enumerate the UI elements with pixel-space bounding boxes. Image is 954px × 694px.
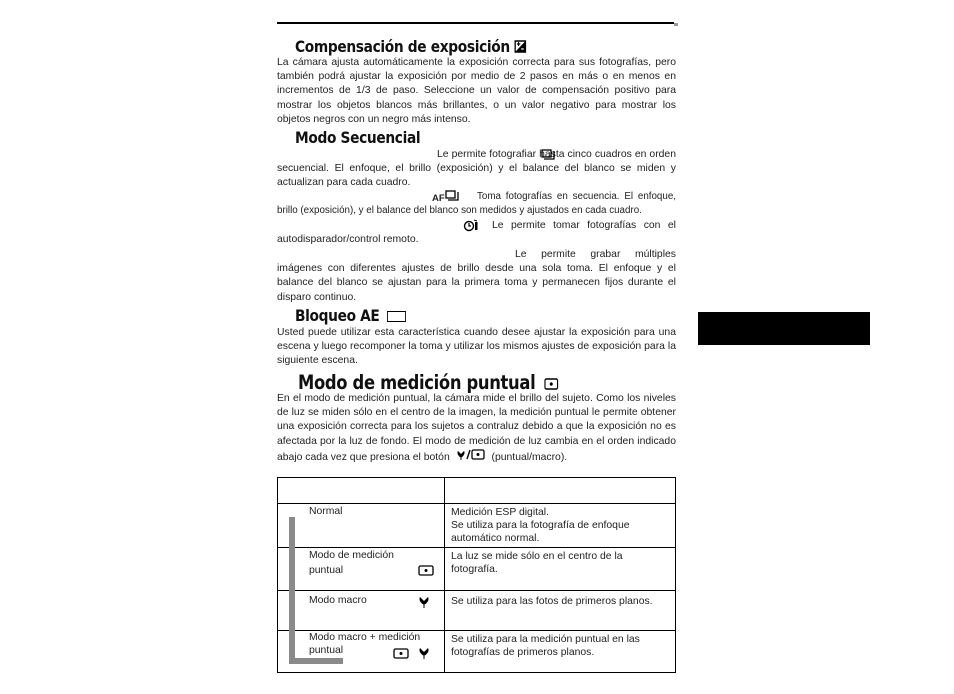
spot-title: Modo de medición puntual [298, 371, 558, 395]
sequential-title: Modo Secuencial [295, 128, 421, 147]
ae-lock-title: Bloqueo AE [295, 306, 406, 325]
exposure-title: Compensación de exposición [295, 37, 526, 57]
table-row [278, 591, 676, 631]
table-row [278, 548, 676, 591]
table-cell-desc: Se utiliza para la medición puntual en las fotografías de primeros planos. [445, 631, 676, 673]
macro-icon [418, 647, 430, 662]
table-cell-mode: Modo de medición puntual [278, 548, 445, 591]
spot-metering-icon [418, 565, 434, 579]
top-rule [277, 22, 674, 24]
table-cell-desc: Se utiliza para las fotos de primeros planos. [445, 591, 676, 631]
table-cell-desc: La luz se mide sólo en el centro de la fotografía. [445, 548, 676, 591]
af-label: AF [432, 193, 445, 204]
macro-icon [418, 596, 430, 611]
self-timer-remote-icon [463, 219, 479, 237]
ae-lock-icon [387, 311, 406, 322]
table-cell-mode: Modo macro [278, 591, 445, 631]
top-rule-shadow [674, 23, 678, 26]
sequential-p3: Le permite tomar fotografías con el autodisparador/control remoto. [277, 220, 676, 246]
table-header-row [278, 478, 676, 504]
table-row [278, 631, 676, 673]
sequential-p1: Le permite fotografiar hasta cinco cuadros en orden secuencial. El enfoque, el brillo (exposición) y el balance del blanco se miden y actualizan para cada cuadro. [277, 149, 676, 189]
spot-text: En el modo de medición puntual, la cámara mide el brillo del sujeto. Como los niveles de luz se miden sólo en el centro de la imagen, la medición puntual le permite obtener una exposición correcta para los sujetos a contraluz debido a que la exposición no es afectada por la luz de fondo. El modo de medición de luz cambia en el orden indicado abajo cada vez que presiona el botón (puntual/macro). [277, 392, 676, 465]
table-cell-mode: Modo macro + medición puntual [278, 631, 445, 673]
cycle-bracket-bottom [289, 658, 343, 664]
section-tab-marker [698, 312, 870, 345]
sequential-p2: AF Toma fotografías en secuencia. El enfoque, brillo (exposición), y el balance del blanco son medidos y ajustados en cada cuadro. [277, 191, 676, 217]
ae-lock-text: Usted puede utilizar esta característica cuando desee ajustar la exposición para una escena y luego recomponer la toma y utilizar los mismos ajustes de exposición para la siguiente escena. [277, 327, 676, 367]
sequential-icon [409, 149, 555, 166]
table-cell-mode: Normal [278, 504, 445, 548]
table-header-cell [445, 478, 676, 504]
metering-table [277, 477, 676, 673]
exposure-compensation-icon [514, 38, 526, 57]
table-cell-desc: Medición ESP digital. Se utiliza para la fotografía de enfoque automático normal. [445, 504, 676, 548]
table-header-cell [278, 478, 445, 504]
spot-metering-icon [393, 648, 409, 662]
macro-spot-button-icon [456, 449, 486, 465]
sequential-p4: Le permite grabar múltiples imágenes con diferentes ajustes de brillo desde una sola toma. El enfoque y el balance del blanco se ajustan para la primera toma y permanecen fijos durante el disparo continuo. [277, 249, 676, 303]
exposure-text: La cámara ajusta automáticamente la exposición correcta para sus fotografías, pero también podrá ajustar la exposición por medio de 2 pasos en más o en menos en incrementos de 1/3 de paso. Seleccione un valor de compensación positivo para mostrar los objetos blancos más brillantes, o un valor negativo para mostrar los objetos negros con un negro más intenso. [277, 57, 676, 125]
cycle-bracket [289, 517, 295, 664]
af-sequential-icon [432, 190, 459, 206]
table-row [278, 504, 676, 548]
